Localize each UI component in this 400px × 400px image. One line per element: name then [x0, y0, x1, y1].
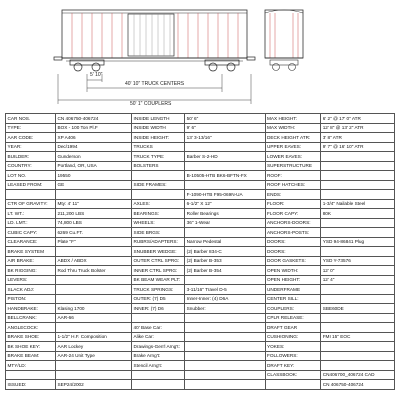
spec-value: 1-3/4" Nailable Steel	[321, 199, 395, 209]
truck-a-end	[70, 60, 104, 71]
spec-label: CENTER SILL:	[265, 294, 321, 304]
spec-value: 1-1/2" H.F. Composition	[55, 332, 131, 342]
spec-value: F-1090-HTB F95-069N-UA	[185, 190, 265, 200]
spec-label: LOT NO.	[6, 171, 56, 181]
spec-label: TRUCKS	[132, 142, 185, 152]
spec-row	[6, 142, 395, 152]
spec-value: 6' 2" @ 17' 0" ATR	[321, 114, 395, 124]
spec-value: Roller Bearings	[185, 209, 265, 219]
spec-value	[185, 313, 265, 323]
spec-row	[6, 380, 395, 390]
spec-value	[185, 323, 265, 333]
spec-label: CPLR RELEASE:	[265, 313, 321, 323]
spec-label: BRAKE SYSTEM	[6, 247, 56, 257]
spec-value: AAR-66	[55, 313, 131, 323]
spec-value: Portland, OR, USA	[55, 161, 131, 171]
spec-label: YOKES:	[265, 342, 321, 352]
spec-row	[6, 275, 395, 285]
spec-value	[55, 285, 131, 295]
truck-b-end	[205, 60, 239, 71]
spec-value: Plate "F"	[55, 237, 131, 247]
spec-label: DOORS:	[265, 237, 321, 247]
spec-value	[55, 247, 131, 257]
spec-value	[185, 275, 265, 285]
spec-value: Narrow Pedestal	[185, 237, 265, 247]
spec-label: BRAKE BEAM:	[6, 351, 56, 361]
spec-label	[132, 380, 185, 390]
spec-label: INSIDE WIDTH	[132, 123, 185, 133]
spec-value: Mty: 4' 11"	[55, 199, 131, 209]
spec-value: AAR-24 Unit Type	[55, 351, 131, 361]
spec-label: AIR BRAKE:	[6, 256, 56, 266]
spec-label: OPEN HEIGHT:	[265, 275, 321, 285]
spec-row	[6, 180, 395, 190]
spec-label: SNUBBER WEDGE:	[132, 247, 185, 257]
spec-label	[132, 370, 185, 380]
spec-label: CLEARANCE:	[6, 237, 56, 247]
spec-label: BELLCRANK:	[6, 313, 56, 323]
spec-value	[185, 370, 265, 380]
boxcar-elevation-drawing	[0, 0, 400, 112]
spec-label: ANGLECOCK:	[6, 323, 56, 333]
spec-row	[6, 237, 395, 247]
spec-value: (2) Barber 834-C	[185, 247, 265, 257]
spec-label: INNER: (7) D6	[132, 304, 185, 314]
spec-value: SEP24/2002	[55, 380, 131, 390]
side-elevation	[62, 10, 247, 61]
spec-row	[6, 256, 395, 266]
spec-value	[55, 294, 131, 304]
spec-value: 3-11/16" Travel D-5	[185, 285, 265, 295]
spec-value: 36" 1-Wear	[185, 218, 265, 228]
spec-value	[185, 380, 265, 390]
spec-value: 9' 6"	[185, 123, 265, 133]
spec-row	[6, 171, 395, 181]
spec-label: MAX WIDTH:	[265, 123, 321, 133]
spec-value	[321, 180, 395, 190]
spec-value	[55, 323, 131, 333]
spec-label: LEVERS:	[6, 275, 56, 285]
spec-value: YSD 94-86841 Plug	[321, 237, 395, 247]
spec-label: UPPER EAVES:	[265, 142, 321, 152]
spec-label: BK RIGGING:	[6, 266, 56, 276]
spec-row	[6, 228, 395, 238]
dimension-couplers: 50' 1" COUPLERS	[130, 101, 172, 107]
spec-value: 50' 6"	[185, 114, 265, 124]
spec-row	[6, 294, 395, 304]
specification-table-body	[6, 114, 395, 390]
spec-label: FOLLOWERS:	[265, 351, 321, 361]
spec-value	[55, 190, 131, 200]
spec-row	[6, 361, 395, 371]
spec-label: DOORS:	[265, 247, 321, 257]
spec-value: Dec/1994	[55, 142, 131, 152]
spec-label: BOLSTERS	[132, 161, 185, 171]
spec-label: ENDS:	[265, 190, 321, 200]
spec-value: 80K	[321, 209, 395, 219]
spec-row	[6, 133, 395, 143]
dimension-truck-centers: 40' 10" TRUCK CENTERS	[125, 81, 185, 87]
spec-label: OUTER: (7) D5	[132, 294, 185, 304]
spec-label: WHEELS:	[132, 218, 185, 228]
spec-label: CLASSBOOK:	[265, 370, 321, 380]
spec-label: SUPERSTRUCTURE	[265, 161, 321, 171]
spec-row	[6, 342, 395, 352]
spec-label: ROOF HATCHES:	[265, 180, 321, 190]
spec-label: AAR CODE:	[6, 133, 56, 143]
spec-value: GE	[55, 180, 131, 190]
spec-label: BK SHOE KEY:	[6, 342, 56, 352]
spec-value: (2) Barber B-354	[185, 266, 265, 276]
spec-label: OUTER CTRL SPRG:	[132, 256, 185, 266]
spec-label: FLOOR CAPY:	[265, 209, 321, 219]
spec-label: LOWER EAVES:	[265, 152, 321, 162]
spec-value	[321, 351, 395, 361]
spec-label: ROOF:	[265, 171, 321, 181]
spec-value: 12' 4"	[321, 275, 395, 285]
spec-value	[185, 332, 265, 342]
spec-value	[321, 171, 395, 181]
spec-row	[6, 266, 395, 276]
spec-value: 211,200 LBS	[55, 209, 131, 219]
spec-value	[185, 351, 265, 361]
spec-label: ISSUED:	[6, 380, 56, 390]
spec-row	[6, 370, 395, 380]
spec-row	[6, 285, 395, 295]
spec-label	[6, 370, 56, 380]
spec-value	[185, 142, 265, 152]
spec-value: 19550	[55, 171, 131, 181]
spec-value: 12' 8" @ 13' 2" ATR	[321, 123, 395, 133]
dimension-lines	[58, 74, 251, 104]
spec-value	[185, 342, 265, 352]
spec-value	[55, 361, 131, 371]
spec-value: FMI 15" EOC	[321, 332, 395, 342]
spec-value	[321, 342, 395, 352]
spec-value	[185, 361, 265, 371]
spec-row	[6, 190, 395, 200]
spec-value	[321, 190, 395, 200]
spec-label: CAR NOS.	[6, 114, 56, 124]
spec-row	[6, 304, 395, 314]
spec-label	[132, 313, 185, 323]
spec-label: SLACK ADJ:	[6, 285, 56, 295]
spec-label: TRUCK TYPE:	[132, 152, 185, 162]
spec-label: UNDERFRAME	[265, 285, 321, 295]
spec-value	[321, 323, 395, 333]
spec-label: BK BEAM WEAR PLT:	[132, 275, 185, 285]
spec-value	[321, 294, 395, 304]
spec-value	[55, 370, 131, 380]
spec-value: 12' 0"	[321, 266, 395, 276]
spec-value: BOX - 100 Ton Pl.F	[55, 123, 131, 133]
spec-label	[6, 190, 56, 200]
spec-label: COUPLERS:	[265, 304, 321, 314]
spec-value: 13' 3-13/16"	[185, 133, 265, 143]
spec-value: Snubber:	[185, 304, 265, 314]
spec-label: BRAKE SHOE:	[6, 332, 56, 342]
spec-value: CN406700_406724 CAD	[321, 370, 395, 380]
spec-label: LT. WT.:	[6, 209, 56, 219]
spec-label: DRAFT GEAR	[265, 323, 321, 333]
spec-label: LD. LMT.:	[6, 218, 56, 228]
spec-row	[6, 209, 395, 219]
spec-label: RUBRS/ADAPTERS:	[132, 237, 185, 247]
spec-value: YSD Y-73576	[321, 256, 395, 266]
spec-row	[6, 199, 395, 209]
spec-value: SBE60DE	[321, 304, 395, 314]
spec-label: TRUCK SPRINGS:	[132, 285, 185, 295]
spec-value	[55, 275, 131, 285]
spec-value: Gunderson	[55, 152, 131, 162]
spec-value: (2) Barber B-353	[185, 256, 265, 266]
spec-value: Klasing 1700	[55, 304, 131, 314]
spec-label: Alike Car:	[132, 332, 185, 342]
spec-label: BUILDER:	[6, 152, 56, 162]
spec-value: Rod Thru Truck Bolster	[55, 266, 131, 276]
spec-label: CTR OF GRAVITY:	[6, 199, 56, 209]
spec-label: Drawings-Gen'l Arng't:	[132, 342, 185, 352]
spec-label: INSIDE HEIGHT:	[132, 133, 185, 143]
spec-value: 74,800 LBS	[55, 218, 131, 228]
spec-value: 9' 7" @ 16' 10" ATR	[321, 142, 395, 152]
spec-value: CN 406750-406724	[321, 380, 395, 390]
spec-value	[321, 361, 395, 371]
spec-value	[321, 218, 395, 228]
spec-label: COUNTRY:	[6, 161, 56, 171]
spec-label	[132, 171, 185, 181]
spec-label: INNER CTRL SPRG:	[132, 266, 185, 276]
spec-value: Barber S-2-HD	[185, 152, 265, 162]
specification-table	[5, 113, 395, 390]
spec-label: BEARINGS:	[132, 209, 185, 219]
spec-label: MTY/LD:	[6, 361, 56, 371]
spec-label: AXLES:	[132, 199, 185, 209]
spec-value: CN 406750-406724	[55, 114, 131, 124]
spec-row	[6, 218, 395, 228]
spec-value: 3' 8" ATR	[321, 133, 395, 143]
spec-label: DRAFT KEY:	[265, 361, 321, 371]
spec-row	[6, 351, 395, 361]
spec-label: MAX HEIGHT:	[265, 114, 321, 124]
spec-row	[6, 332, 395, 342]
spec-label: CUBIC CAPY:	[6, 228, 56, 238]
spec-label: YEAR:	[6, 142, 56, 152]
spec-label: Brake Arng't:	[132, 351, 185, 361]
spec-value	[321, 152, 395, 162]
spec-value: 6-1/2" X 12"	[185, 199, 265, 209]
spec-row	[6, 313, 395, 323]
spec-label: OPEN WIDTH:	[265, 266, 321, 276]
spec-row	[6, 114, 395, 124]
spec-label	[132, 190, 185, 200]
spec-value	[185, 228, 265, 238]
spec-value	[185, 180, 265, 190]
spec-value	[321, 228, 395, 238]
spec-value	[321, 161, 395, 171]
spec-value: 6269 Cu.FT.	[55, 228, 131, 238]
spec-label	[265, 380, 321, 390]
spec-label: DOOR GASKETS:	[265, 256, 321, 266]
spec-value	[185, 161, 265, 171]
spec-label: LEASED FROM:	[6, 180, 56, 190]
spec-label: Stencil Arng't:	[132, 361, 185, 371]
spec-label: INSIDE LENGTH	[132, 114, 185, 124]
spec-value	[321, 247, 395, 257]
spec-label: HANDBRAKE:	[6, 304, 56, 314]
spec-label: SIDE BRGS:	[132, 228, 185, 238]
spec-label: 40' Base Car:	[132, 323, 185, 333]
spec-label: ANCHORS-DOORS:	[265, 218, 321, 228]
spec-label: FLOOR:	[265, 199, 321, 209]
spec-row	[6, 161, 395, 171]
spec-value	[321, 313, 395, 323]
spec-row	[6, 247, 395, 257]
spec-label: DECK HEIGHT ATR:	[265, 133, 321, 143]
end-elevation	[265, 10, 303, 71]
spec-row	[6, 123, 395, 133]
spec-label: SIDE FRAMES:	[132, 180, 185, 190]
spec-label: ANCHORS-POSTS:	[265, 228, 321, 238]
dimension-five-ten: 5' 10"	[90, 72, 103, 78]
spec-value: Inner-Inner: (4) D6A	[185, 294, 265, 304]
spec-row	[6, 323, 395, 333]
spec-value: AAR Lockey	[55, 342, 131, 352]
spec-row	[6, 152, 395, 162]
spec-value	[321, 285, 395, 295]
spec-label: TYPE:	[6, 123, 56, 133]
spec-value: ABDX / ABDX	[55, 256, 131, 266]
spec-label: CUSHIONING:	[265, 332, 321, 342]
spec-label: PISTON:	[6, 294, 56, 304]
spec-value: B-10505-HTB BK6-BFTN-FX	[185, 171, 265, 181]
spec-value: XP A406	[55, 133, 131, 143]
